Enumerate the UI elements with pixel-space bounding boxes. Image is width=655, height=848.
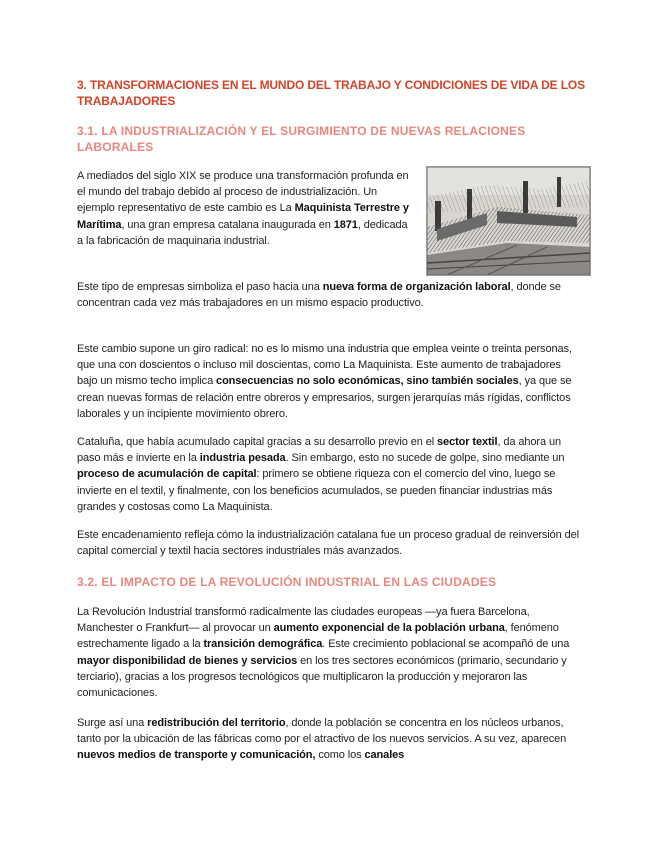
paragraph-giro-radical: Este cambio supone un giro radical: no es lo mismo una industria que emplea veinte o treinta personas, que una con doscientos o incluso mil doscientas, como La Maquinista. Este aumento de trabajadores bajo un mismo techo implica consecuencias no solo económicas, sino también sociales, ya que se crean nuevas formas de relación entre obreros y empresarios, surgen jerarquías más rígidas, conflictos laborales y un incipiente movimiento obrero.	[77, 343, 572, 420]
factory-engraving-image	[426, 166, 591, 276]
paragraph-maquinista: A mediados del siglo XIX se produce una transformación profunda en el mundo del trabajo debido al proceso de industrialización. Un ejemplo representativo de este cambio es La Maquinista Terrestre y Marítima, una gran empresa catalana inaugurada en 1871, dedicada a la fabricación de maquinaria industrial.	[77, 170, 409, 247]
paragraph-redistribucion: Surge así una redistribución del territorio, donde la población se concentra en los núcleos urbanos, tanto por la ubicación de las fábricas como por el atractivo de los nuevos servicios. A su vez, aparecen nuevos medios de transporte y comunicación, como los canales	[77, 717, 567, 762]
factory-engraving-illustration	[427, 167, 590, 275]
paragraph-encadenamiento: Este encadenamiento refleja cómo la industrialización catalana fue un proceso gradual de reinversión del capital comercial y textil hacia sectores industriales más avanzados.	[77, 529, 580, 558]
paragraph-cataluna-capital: Cataluña, que había acumulado capital gracias a su desarrollo previo en el sector textil, da ahora un paso más e invierte en la industria pesada. Sin embargo, esto no sucede de golpe, sino mediante un proceso de acumulación de capital: primero se obtiene riqueza con el comercio del vino, luego se invierte en el textil, y finalmente, con los beneficios acumulados, se pueden financiar industrias más grandes y costosas como La Maquinista.	[77, 436, 565, 513]
paragraph-organizacion-laboral: Este tipo de empresas simboliza el paso hacia una nueva forma de organización laboral, donde se concentran cada vez más trabajadores en un mismo espacio productivo.	[77, 281, 561, 310]
section-heading-3-1: 3.1. LA INDUSTRIALIZACIÓN Y EL SURGIMIENTO DE NUEVAS RELACIONES LABORALES	[77, 124, 526, 154]
paragraph-ciudades: La Revolución Industrial transformó radicalmente las ciudades europeas —ya fuera Barcelona, Manchester o Frankfurt— al provocar un aumento exponencial de la población urbana, fenómeno estrechamente ligado a la transición demográfica. Este crecimiento poblacional se acompañó de una mayor disponibilidad de bienes y servicios en los tres sectores económicos (primario, secundario y terciario), gracias a los progresos tecnológicos que multiplicaron la producción y mejoraron las comunicaciones.	[77, 606, 570, 700]
main-heading: 3. TRANSFORMACIONES EN EL MUNDO DEL TRABAJO Y CONDICIONES DE VIDA DE LOS TRABAJADORES	[77, 78, 585, 108]
section-heading-3-2: 3.2. EL IMPACTO DE LA REVOLUCIÓN INDUSTRIAL EN LAS CIUDADES	[77, 575, 497, 589]
